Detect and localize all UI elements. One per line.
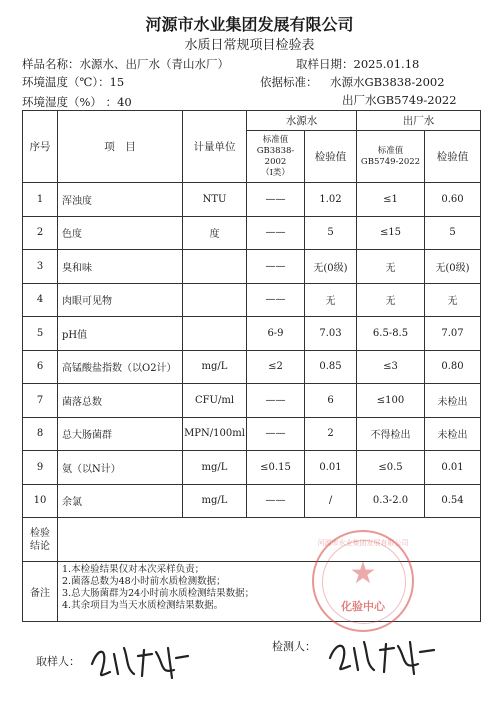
table-row — [23, 250, 481, 284]
row-factory-standard: ≤1 — [357, 183, 425, 217]
table-row — [23, 451, 481, 485]
row-unit: MPN/100ml — [183, 417, 247, 451]
report-title: 水质日常规项目检验表 — [184, 38, 315, 53]
header-source-measured: 检验值 — [305, 131, 357, 183]
environment-humidity: 环境湿度（%） ：40 — [22, 95, 132, 109]
row-source-value: 2 — [305, 417, 357, 451]
row-source-value: 0.85 — [305, 350, 357, 384]
row-source-standard: —— — [247, 183, 305, 217]
tester-signature — [322, 630, 442, 680]
row-factory-value: 未检出 — [425, 384, 481, 418]
header-factory-water: 出厂水 — [357, 111, 481, 131]
remarks-label: 备注 — [23, 562, 58, 622]
row-unit: mg/L — [183, 484, 247, 518]
sample-date: 取样日期：2025.01.18 — [296, 57, 420, 71]
row-factory-value: 0.01 — [425, 451, 481, 485]
row-factory-value: 0.54 — [425, 484, 481, 518]
table-row — [23, 417, 481, 451]
row-unit: mg/L — [183, 451, 247, 485]
header-source-water: 水源水 — [247, 111, 357, 131]
row-number: 6 — [23, 350, 58, 384]
row-unit: CFU/ml — [183, 384, 247, 418]
row-number: 4 — [23, 283, 58, 317]
row-number: 2 — [23, 216, 58, 250]
row-source-value: 7.03 — [305, 317, 357, 351]
row-factory-value: 未检出 — [425, 417, 481, 451]
row-item: 高锰酸盐指数（以O2计） — [58, 350, 183, 384]
standard-factory-water: 出厂水GB5749-2022 — [342, 93, 457, 107]
row-source-value: 0.01 — [305, 451, 357, 485]
seal-ring-text: 河源市水业集团发展有限公司 — [317, 539, 409, 547]
table-row — [23, 350, 481, 384]
row-factory-standard: ≤15 — [357, 216, 425, 250]
table-row — [23, 283, 481, 317]
row-source-standard: —— — [247, 384, 305, 418]
row-factory-value: 无 — [425, 283, 481, 317]
row-item: 色度 — [58, 216, 183, 250]
table-row — [23, 183, 481, 217]
standard-label: 依据标准： — [260, 75, 318, 89]
row-factory-value: 7.07 — [425, 317, 481, 351]
table-row — [23, 484, 481, 518]
row-source-value: 6 — [305, 384, 357, 418]
row-factory-standard: 不得检出 — [357, 417, 425, 451]
row-item: 总大肠菌群 — [58, 417, 183, 451]
row-number: 5 — [23, 317, 58, 351]
header-item: 项 目 — [58, 111, 183, 183]
row-source-standard: ≤2 — [247, 350, 305, 384]
remark-line: 2.菌落总数为48小时前水质检测数据； — [62, 576, 226, 587]
row-number: 3 — [23, 250, 58, 284]
row-factory-value: 0.60 — [425, 183, 481, 217]
row-source-standard: 6-9 — [247, 317, 305, 351]
remark-line: 3.总大肠菌群为24小时前水质检测结果数据； — [62, 588, 255, 599]
row-factory-standard: 无 — [357, 250, 425, 284]
conclusion-label: 检验 结论 — [23, 518, 58, 562]
row-number: 1 — [23, 183, 58, 217]
seal-star-icon: ★ — [349, 556, 377, 591]
standard-source-water: 水源水GB3838-2002 — [330, 75, 445, 89]
tester-label: 检测人： — [272, 640, 316, 653]
remark-line: 1.本检验结果仅对本次采样负责； — [62, 564, 205, 575]
inspection-seal — [312, 530, 414, 632]
table-row — [23, 317, 481, 351]
row-source-standard: —— — [247, 283, 305, 317]
row-number: 9 — [23, 451, 58, 485]
table-row — [23, 384, 481, 418]
row-source-standard: —— — [247, 484, 305, 518]
row-source-standard: ≤0.15 — [247, 451, 305, 485]
row-source-value: 无 — [305, 283, 357, 317]
remarks-content — [58, 562, 481, 622]
row-factory-standard: 6.5-8.5 — [357, 317, 425, 351]
row-source-value: 1.02 — [305, 183, 357, 217]
row-item: 余氯 — [58, 484, 183, 518]
row-item: 浑浊度 — [58, 183, 183, 217]
conclusion-content — [58, 518, 481, 562]
header-factory-measured: 检验值 — [425, 131, 481, 183]
row-number: 7 — [23, 384, 58, 418]
row-unit — [183, 250, 247, 284]
row-factory-value: 5 — [425, 216, 481, 250]
header-unit: 计量单位 — [183, 111, 247, 183]
header-source-standard: 标准值 GB3838-2002 （Ⅰ类） — [247, 131, 305, 183]
row-factory-standard: 0.3-2.0 — [357, 484, 425, 518]
row-unit — [183, 283, 247, 317]
remark-line: 4.其余项目为当天水质检测结果数据。 — [62, 600, 224, 611]
row-unit: mg/L — [183, 350, 247, 384]
sampler-label: 取样人： — [36, 655, 80, 668]
row-factory-standard: ≤3 — [357, 350, 425, 384]
row-source-standard: —— — [247, 216, 305, 250]
table-row — [23, 216, 481, 250]
inspection-table — [22, 110, 481, 622]
sampler-signature — [84, 634, 194, 684]
row-source-value: / — [305, 484, 357, 518]
row-number: 10 — [23, 484, 58, 518]
row-factory-standard: ≤0.5 — [357, 451, 425, 485]
row-item: 菌落总数 — [58, 384, 183, 418]
row-factory-value: 无(0级) — [425, 250, 481, 284]
environment-temperature: 环境温度（℃）：15 — [22, 75, 125, 89]
row-source-standard: —— — [247, 417, 305, 451]
seal-text: 化验中心 — [341, 600, 385, 613]
row-source-value: 无(0级) — [305, 250, 357, 284]
row-number: 8 — [23, 417, 58, 451]
row-item: 臭和味 — [58, 250, 183, 284]
row-source-standard: —— — [247, 250, 305, 284]
row-item: 氨（以N计） — [58, 451, 183, 485]
row-factory-standard: ≤100 — [357, 384, 425, 418]
sample-name: 样品名称：水源水、出厂水（青山水厂） — [22, 57, 229, 71]
company-title: 河源市水业集团发展有限公司 — [145, 15, 354, 34]
header-no: 序号 — [23, 111, 58, 183]
row-factory-standard: 无 — [357, 283, 425, 317]
row-item: 肉眼可见物 — [58, 283, 183, 317]
row-item: pH值 — [58, 317, 183, 351]
header-factory-standard: 标准值 GB5749-2022 — [357, 131, 425, 183]
row-source-value: 5 — [305, 216, 357, 250]
row-unit: 度 — [183, 216, 247, 250]
row-factory-value: 0.80 — [425, 350, 481, 384]
row-unit — [183, 317, 247, 351]
row-unit: NTU — [183, 183, 247, 217]
